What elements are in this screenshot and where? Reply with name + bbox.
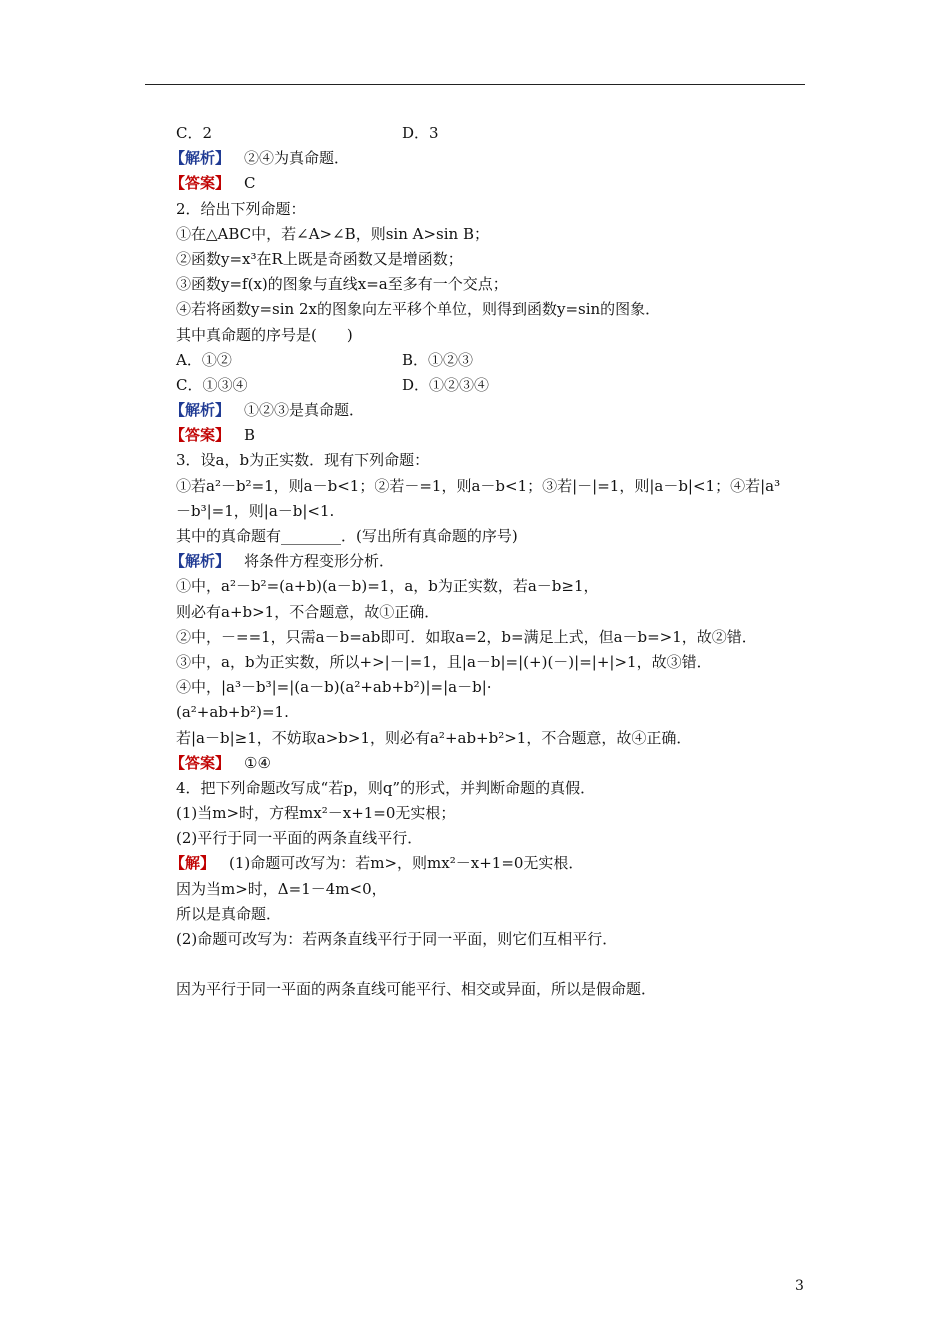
q2-option-d: D．①②③④ — [402, 375, 490, 394]
q1-options-cd — [176, 121, 816, 146]
q4-jie — [170, 851, 816, 876]
q2-item-3: ③函数y=f(x)的图象与直线x=a至多有一个交点； — [176, 275, 508, 294]
header-rule — [145, 84, 805, 85]
q1-answer-label: 【答案】 — [170, 174, 231, 193]
q2-question: 其中真命题的序号是( ) — [176, 325, 353, 344]
q3-answer-label: 【答案】 — [170, 753, 231, 772]
q3-answer-text: ①④ — [244, 753, 271, 772]
q2-jiexi-label: 【解析】 — [170, 401, 231, 420]
q2-answer-text: B — [244, 426, 256, 445]
q3-sol-2: 则必有a+b>1，不合题意，故①正确． — [176, 602, 440, 621]
q2-answer-label: 【答案】 — [170, 426, 231, 445]
q2-jiexi-text: ①②③是真命题． — [244, 401, 365, 420]
document-body — [170, 121, 816, 1002]
q1-jiexi-label: 【解析】 — [170, 149, 231, 168]
q2-item-4: ④若将函数y=sin 2x的图象向左平移个单位，则得到函数y=sin的图象． — [176, 300, 661, 319]
q4-sol-1: 因为当m>时，Δ=1－4m<0， — [176, 879, 387, 898]
q3-jiexi-text: 将条件方程变形分析． — [244, 552, 395, 571]
q2-jiexi — [170, 398, 816, 423]
q2-item-2: ②函数y=x³在R上既是奇函数又是增函数； — [176, 249, 463, 268]
q2-options-cd — [176, 373, 816, 398]
q2-stem: 2．给出下列命题： — [176, 199, 306, 218]
q3-sol-3: ②中，－==1，只需a－b=ab即可．如取a=2，b=满足上式，但a－b=>1，故②错． — [176, 627, 757, 646]
q3-sol-7: 若|a－b|≥1，不妨取a>b>1，则必有a²+ab+b²>1，不合题意，故④正确． — [176, 728, 692, 747]
q3-sol-6: (a²+ab+b²)=1. — [176, 703, 289, 722]
q1-jiexi — [170, 146, 816, 171]
q1-jiexi-text: ②④为真命题． — [244, 149, 350, 168]
q3-sol-1: ①中，a²－b²=(a+b)(a－b)=1，a，b为正实数，若a－b≥1， — [176, 577, 599, 596]
q4-sol-3: (2)命题可改写为：若两条直线平行于同一平面，则它们互相平行． — [176, 930, 618, 948]
q2-options-ab — [176, 348, 816, 373]
q2-option-a: A．①② — [176, 350, 232, 369]
q3-line-2: －b³|=1，则|a－b|<1. — [176, 501, 335, 520]
q3-line-1: ①若a²－b²=1，则a－b<1；②若－=1，则a－b<1；③若|－|=1，则|a－b|<1；④若|a³ — [176, 476, 781, 495]
page-number: 3 — [795, 1278, 804, 1294]
q4-jie-text: (1)命题可改写为：若m>，则mx²－x+1=0无实根． — [229, 854, 584, 873]
q3-answer — [170, 751, 816, 776]
q3-sol-4: ③中，a，b为正实数，所以+>|－|=1，且|a－b|=|(+)(－)|=|+|>1，故③错． — [176, 652, 712, 671]
q4-stem: 4．把下列命题改写成“若p，则q”的形式，并判断命题的真假． — [176, 778, 596, 797]
q4-item-1: (1)当m>时，方程mx²－x+1=0无实根； — [176, 804, 456, 823]
q1-option-c: C．2 — [176, 124, 213, 142]
q1-answer-text: C — [244, 174, 256, 193]
q3-jiexi-label: 【解析】 — [170, 552, 231, 571]
q2-answer — [170, 423, 816, 448]
q4-jie-label: 【解】 — [170, 854, 216, 873]
q3-sol-5: ④中，|a³－b³|=|(a－b)(a²+ab+b²)|=|a－b|· — [176, 678, 492, 697]
q4-item-2: (2)平行于同一平面的两条直线平行． — [176, 829, 423, 848]
q2-option-c: C．①③④ — [176, 375, 248, 394]
q3-jiexi — [170, 549, 816, 574]
q4-final: 因为平行于同一平面的两条直线可能平行、相交或异面，所以是假命题． — [176, 980, 657, 999]
q2-option-b: B．①②③ — [402, 350, 474, 369]
q3-question: 其中的真命题有________．(写出所有真命题的序号) — [176, 527, 518, 545]
q2-item-1: ①在△ABC中，若∠A>∠B，则sin A>sin B； — [176, 224, 489, 243]
q4-sol-2: 所以是真命题． — [176, 904, 282, 923]
q1-answer — [170, 171, 816, 196]
q1-option-d: D．3 — [402, 124, 439, 142]
q3-stem: 3．设a，b为正实数．现有下列命题： — [176, 451, 430, 470]
